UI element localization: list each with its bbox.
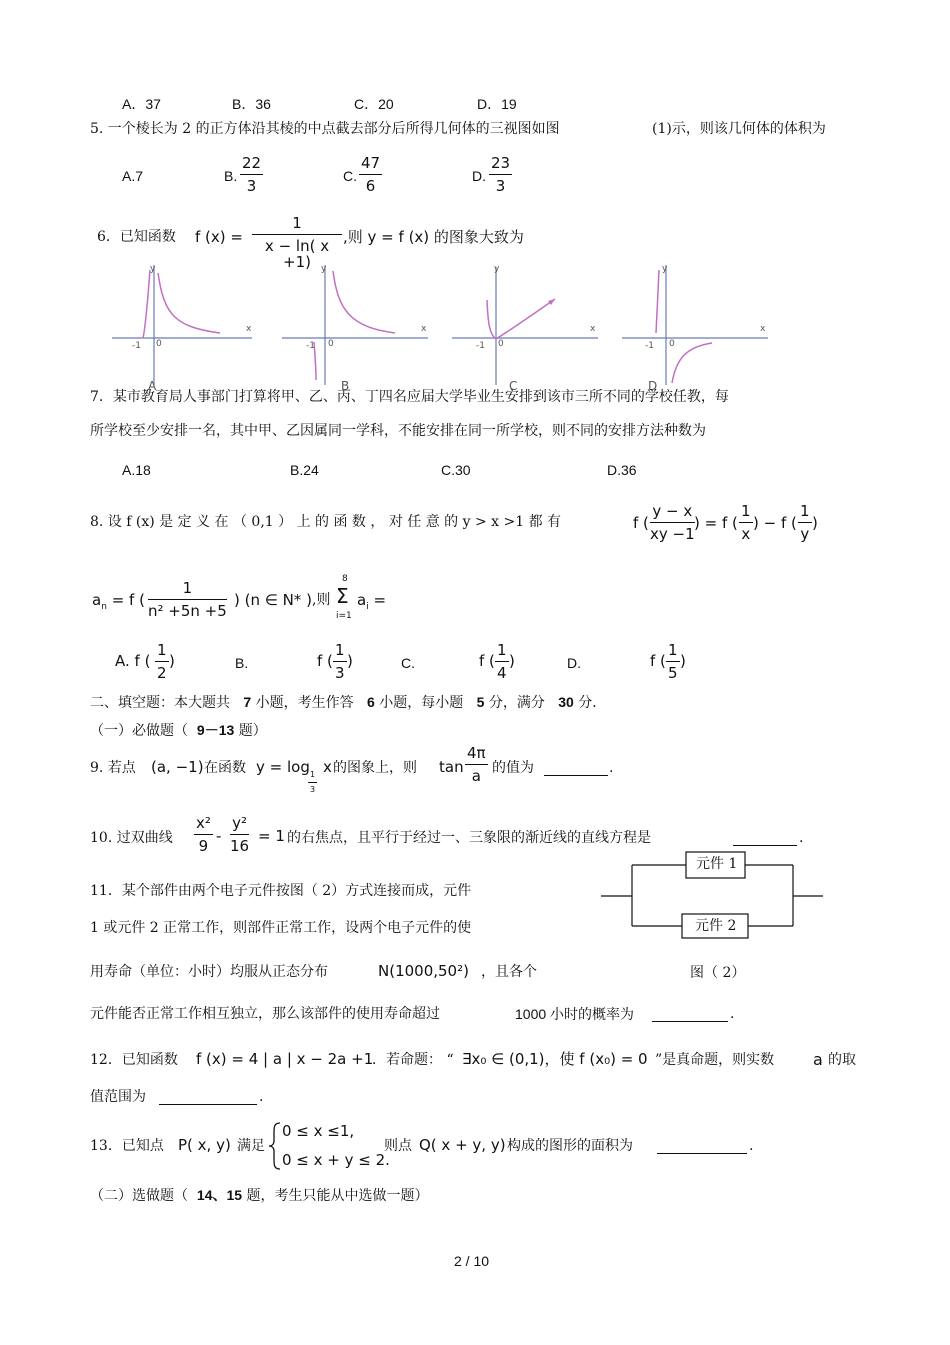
- q9-label: 9. 若点: [90, 760, 136, 776]
- q5-option-b-label: B.: [224, 168, 238, 184]
- q8-frac-3: $\frac{1}{y}$: [800, 502, 810, 543]
- q13-mid: 满足: [237, 1138, 265, 1154]
- q9-x: x: [323, 758, 332, 776]
- svg-text:0: 0: [328, 339, 334, 349]
- q6-tail: ,则 y = f (x) 的图象大致为: [343, 228, 524, 246]
- q11-line4a: 元件能否正常工作相互独立，那么该部件的使用寿命超过: [90, 1006, 440, 1022]
- q8-f1: f (: [633, 514, 649, 532]
- q13-end: .: [749, 1138, 754, 1154]
- q5-option-d-label: D.: [472, 168, 486, 184]
- q10-fraction-1: $\frac{\text{x²}}{9}$: [196, 814, 211, 855]
- section-optional: （二）选做题（ 14、15 题，考生只能从中选做一题）: [90, 1187, 429, 1204]
- svg-text:x: x: [421, 324, 427, 334]
- q9-answer-blank[interactable]: [544, 774, 608, 776]
- q8-sum-sign: Σ: [336, 584, 349, 608]
- q9-mid2: 的图象上，则: [333, 760, 417, 776]
- q8-frac-2: $\frac{1}{x}$: [741, 502, 751, 543]
- section2-required: （一）必做题（ 9－13 题）: [90, 722, 267, 739]
- q11-line2: 1 或元件 2 正常工作，则部件正常工作，设两个电子元件的使: [90, 920, 472, 936]
- q13-point-q: Q( x + y, y): [419, 1136, 506, 1154]
- q10-fraction-2: $\frac{\text{y²}}{16}$: [230, 814, 250, 855]
- q8-option-d-label: D.: [567, 655, 581, 671]
- q8-option-b-fraction: $\frac{1}{3}$: [335, 641, 345, 682]
- q6-graphs: [0, 255, 950, 395]
- q8-option-a-fraction: $\frac{1}{2}$: [157, 641, 167, 682]
- q4-option-c: C．20: [354, 96, 394, 112]
- q8-option-c-close: ): [509, 652, 515, 670]
- q9-point: (a, −1): [151, 758, 204, 776]
- q13-point: P( x, y): [178, 1136, 231, 1154]
- q5-option-a: A.7: [122, 168, 144, 184]
- svg-text:x: x: [590, 324, 596, 334]
- q9-func: y = log: [256, 758, 310, 776]
- q8-option-b-f: f (: [317, 652, 333, 670]
- q11-end: .: [730, 1006, 735, 1022]
- q10-label: 10. 过双曲线: [90, 830, 173, 846]
- q5-stem: 5. 一个棱长为 2 的正方体沿其棱的中点截去部分后所得几何体的三视图如图: [90, 121, 560, 137]
- q10-minus: -: [216, 827, 222, 845]
- svg-text:A: A: [148, 379, 157, 393]
- q7-line2: 所学校至少安排一名，其中甲、乙因属同一学科，不能安排在同一所学校，则不同的安排方法种数为: [90, 423, 706, 439]
- svg-text:C: C: [509, 379, 518, 393]
- q12-variable: a: [813, 1050, 823, 1069]
- q8-sum-top: 8: [342, 574, 348, 584]
- q11-figure-label: 图（ 2）: [690, 965, 746, 981]
- q8-close: ): [812, 514, 818, 532]
- q5-option-d-fraction: $\frac{23}{3}$: [491, 154, 511, 195]
- q8-an-fraction: $\frac{1}{\text{n² +5n +5}}$: [148, 579, 227, 620]
- q9-tan: tan: [439, 758, 464, 776]
- q8-option-a-close: ): [169, 652, 175, 670]
- q8-option-d-fraction: $\frac{1}{5}$: [668, 641, 678, 682]
- q5-option-c-fraction: $\frac{47}{6}$: [361, 154, 381, 195]
- section2-title: 二、填空题：本大题共 7 小题，考生作答 6 小题，每小题 5 分，满分 30 分．: [90, 694, 607, 711]
- svg-text:y: y: [150, 264, 156, 274]
- q8-option-c-f: f (: [479, 652, 495, 670]
- q9-end: .: [609, 760, 614, 776]
- circuit-element-1-label: 元件 1: [696, 856, 738, 872]
- q12-end: .: [259, 1089, 264, 1105]
- q8-option-a-label: A. f (: [115, 652, 151, 670]
- q11-line3a: 用寿命（单位：小时）均服从正态分布: [90, 964, 328, 980]
- q8-eq: ) = f (: [694, 514, 738, 532]
- svg-text:B: B: [341, 379, 350, 393]
- svg-text:y: y: [494, 264, 500, 274]
- q8-an-tail: ) (n ∈ N* ): [234, 591, 312, 609]
- svg-text:0: 0: [669, 339, 675, 349]
- q8-option-d-close: ): [680, 652, 686, 670]
- svg-text:-1: -1: [306, 341, 315, 351]
- q8-ze: ,则: [312, 592, 331, 608]
- q11-line1: 11．某个部件由两个电子元件按图（ 2）方式连接而成，元件: [90, 883, 472, 899]
- svg-text:-1: -1: [476, 341, 485, 351]
- svg-text:0: 0: [156, 339, 162, 349]
- q7-line1: 7．某市教育局人事部门打算将甲、乙、丙、丁四名应届大学毕业生安排到该市三所不同的学校任教，每: [90, 389, 729, 405]
- q4-option-d: D．19: [477, 96, 517, 112]
- svg-text:y: y: [321, 264, 327, 274]
- svg-text:-1: -1: [645, 341, 654, 351]
- q8-option-b-label: B.: [235, 655, 249, 671]
- q11-hours: 1000 小时的概率为: [515, 1006, 635, 1022]
- graph-c: [452, 264, 598, 393]
- q4-option-b: B．36: [232, 96, 271, 112]
- q13-label: 13．已知点: [90, 1138, 164, 1154]
- q11-circuit: [0, 848, 950, 948]
- q13-condition-2: 0 ≤ x + y ≤ 2.: [282, 1151, 390, 1169]
- q12-function: f (x) = 4 | a | x − 2a +1: [196, 1050, 374, 1068]
- q4-option-a: A．37: [122, 96, 161, 112]
- q5-option-c-label: C.: [343, 168, 357, 184]
- q13-tail-a: 则点: [384, 1138, 412, 1154]
- q11-answer-blank[interactable]: [652, 1020, 728, 1022]
- q13-tail-b: 构成的图形的面积为: [507, 1138, 633, 1154]
- q8-minus: ) − f (: [753, 514, 797, 532]
- graph-b: [282, 264, 428, 393]
- svg-text:x: x: [760, 324, 766, 334]
- q10-tail: 的右焦点，且平行于经过一、三象限的渐近线的直线方程是: [287, 830, 651, 846]
- q7-option-c: C.30: [441, 462, 471, 478]
- q10-answer-blank[interactable]: [733, 844, 797, 846]
- svg-text:0: 0: [498, 339, 504, 349]
- q10-end: .: [799, 830, 804, 846]
- graph-a: [112, 264, 252, 393]
- q12-line2: 值范围为: [90, 1089, 146, 1105]
- q13-answer-blank[interactable]: [657, 1152, 747, 1154]
- q12-proposition: ∃x₀ ∈ (0,1)，使 f (x₀) = 0: [462, 1050, 648, 1068]
- q6-fx: f (x) =: [195, 228, 243, 246]
- graph-d: [622, 264, 768, 393]
- q8-frac-1: $\frac{y - x}{xy -1}$: [650, 502, 695, 543]
- q6-label: 6．已知函数: [97, 229, 176, 245]
- svg-text:D: D: [648, 379, 658, 393]
- q5-stem-tail: (1)示，则该几何体的体积为: [652, 121, 826, 137]
- q9-fraction: $\frac{4\pi}{a}$: [467, 744, 486, 785]
- q8-sum-term: $a_i$ =: [357, 591, 387, 612]
- svg-text:y: y: [662, 264, 668, 274]
- q8-option-c-fraction: $\frac{1}{4}$: [497, 641, 507, 682]
- q8-option-c-label: C.: [401, 655, 415, 671]
- q8-an: $a_n = f$ (: [92, 591, 145, 612]
- q12-tail2: 的取: [828, 1052, 856, 1068]
- circuit-element-2-label: 元件 2: [695, 918, 737, 934]
- q12-tail: ”是真命题，则实数: [655, 1052, 775, 1068]
- q7-option-a: A.18: [122, 462, 151, 478]
- q6-fraction: $\frac{1}{x - \ln( x +1)}$: [252, 215, 342, 271]
- q7-option-d: D.36: [607, 462, 637, 478]
- q10-eq: = 1: [258, 827, 285, 845]
- svg-text:x: x: [246, 324, 252, 334]
- page-number: 2 / 10: [454, 1253, 490, 1269]
- svg-text:-1: -1: [132, 341, 141, 351]
- q11-line3b: ，且各个: [481, 964, 537, 980]
- q12-label: 12．已知函数: [90, 1052, 178, 1068]
- q13-condition-1: 0 ≤ x ≤1,: [282, 1122, 355, 1140]
- q9-tail: 的值为: [492, 760, 534, 776]
- q9-log-base: $\frac{1}{3}$: [310, 770, 316, 794]
- q8-option-d-f: f (: [650, 652, 666, 670]
- q9-mid: 在函数: [204, 760, 246, 776]
- q8-option-b-close: ): [347, 652, 353, 670]
- q7-option-b: B.24: [290, 462, 319, 478]
- q5-option-b-fraction: $\frac{22}{3}$: [242, 154, 262, 195]
- q8-stem: 8. 设 f (x) 是 定 义 在 （ 0,1 ） 上 的 函 数 ， 对 任 意 的 y > x >1 都 有: [90, 514, 562, 530]
- q8-sum-bottom: i=1: [336, 611, 352, 621]
- q11-distribution: N(1000,50²): [378, 962, 469, 980]
- q12-answer-blank[interactable]: [159, 1103, 257, 1105]
- q12-mid: ．若命题： “: [372, 1052, 454, 1068]
